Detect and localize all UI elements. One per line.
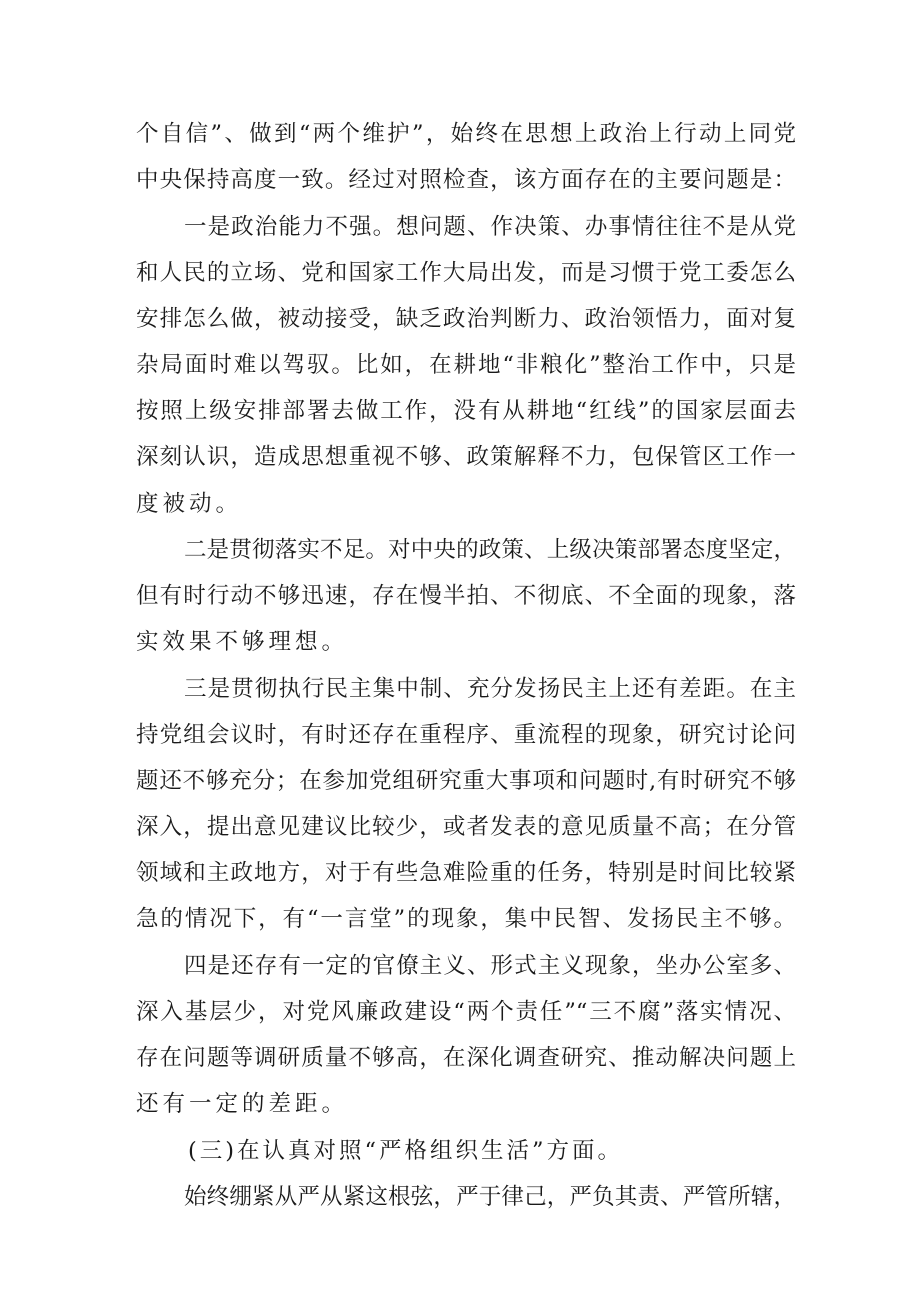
- text-line: 中央保持高度一致。经过对照检查，该方面存在的主要问题是：: [136, 167, 796, 193]
- paragraph-start: 一是政治能力不强。想问题、作决策、办事情往往不是从党: [184, 214, 796, 240]
- paragraph-start: 二是贯彻落实不足。对中央的政策、上级决策部署态度坚定，: [184, 537, 796, 563]
- text-line: 领域和主政地方，对于有些急难险重的任务，特别是时间比较紧: [136, 860, 796, 886]
- paragraph-start: 三是贯彻执行民主集中制、充分发扬民主上还有差距。在主: [184, 676, 796, 702]
- paragraph-start: 四是还存有一定的官僚主义、形式主义现象，坐办公室多、: [184, 953, 796, 979]
- section-heading: (三)在认真对照“严格组织生活”方面。: [188, 1138, 624, 1164]
- text-line: 个自信”、做到“两个维护”，始终在思想上政治上行动上同党: [136, 121, 796, 147]
- text-line: 安排怎么做，被动接受，缺乏政治判断力、政治领悟力，面对复: [136, 306, 796, 332]
- text-line: 还有一定的差距。: [136, 1091, 349, 1117]
- text-line: 按照上级安排部署去做工作，没有从耕地“红线”的国家层面去: [136, 398, 796, 424]
- text-line: 深入，提出意见建议比较少，或者发表的意见质量不高；在分管: [136, 814, 796, 840]
- text-line: 题还不够充分；在参加党组研究重大事项和问题时,有时研究不够: [136, 768, 796, 794]
- text-line: 度被动。: [136, 491, 243, 517]
- text-line: 但有时行动不够迅速，存在慢半拍、不彻底、不全面的现象，落: [136, 583, 796, 609]
- text-line: 急的情况下，有“一言堂”的现象，集中民智、发扬民主不够。: [136, 906, 796, 932]
- text-line: 存在问题等调研质量不够高，在深化调查研究、推动解决问题上: [136, 1045, 796, 1071]
- paragraph-start: 始终绷紧从严从紧这根弦，严于律己，严负其责、严管所辖，: [184, 1184, 796, 1210]
- text-line: 持党组会议时，有时还存在重程序、重流程的现象，研究讨论问: [136, 722, 796, 748]
- text-line: 杂局面时难以驾驭。比如，在耕地“非粮化”整治工作中，只是: [136, 352, 796, 378]
- text-line: 深刻认识，造成思想重视不够、政策解释不力，包保管区工作一: [136, 444, 796, 470]
- text-line: 深入基层少，对党风廉政建设“两个责任”“三不腐”落实情况、: [136, 999, 796, 1025]
- text-line: 实效果不够理想。: [136, 629, 349, 655]
- text-line: 和人民的立场、党和国家工作大局出发，而是习惯于党工委怎么: [136, 260, 796, 286]
